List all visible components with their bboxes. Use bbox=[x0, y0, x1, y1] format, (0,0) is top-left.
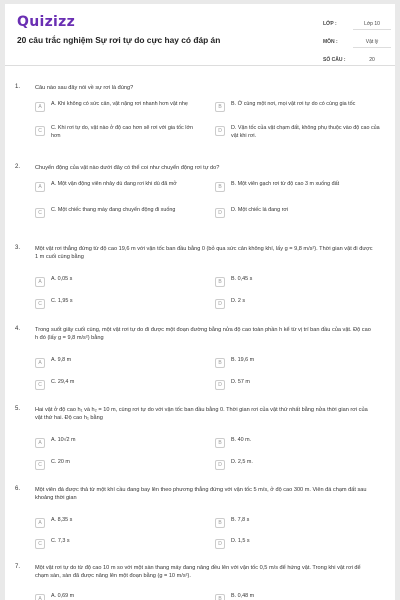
option-letter: D bbox=[215, 380, 225, 390]
option-d[interactable] bbox=[215, 125, 381, 147]
option-text: D. 2 s bbox=[231, 298, 246, 304]
worksheet-meta bbox=[323, 15, 391, 69]
option-letter: D bbox=[215, 299, 225, 309]
option-text: A. Một vận động viên nhảy dù đang rơi khi dù đã mở bbox=[51, 181, 177, 187]
option-text: C. Một chiếc thang máy đang chuyển động đi xuống bbox=[51, 207, 176, 213]
option-letter: C bbox=[35, 126, 45, 136]
option-letter: B bbox=[215, 594, 225, 600]
meta-label-count: SỐ CÂU : bbox=[323, 57, 346, 63]
option-text: D. 2,5 m. bbox=[231, 459, 253, 465]
worksheet-header bbox=[5, 4, 395, 66]
option-letter: B bbox=[215, 358, 225, 368]
option-letter: A bbox=[35, 438, 45, 448]
option-text: C. Khi rơi tự do, vật nào ở độ cao hơn sẽ rơi với gia tốc lớn hơn bbox=[51, 125, 193, 139]
option-text: A. 0,69 m bbox=[51, 593, 75, 599]
option-b[interactable] bbox=[215, 517, 381, 539]
option-d[interactable] bbox=[215, 298, 381, 320]
option-letter: C bbox=[35, 208, 45, 218]
meta-value-count: 20 bbox=[353, 54, 391, 66]
question-number: 6. bbox=[15, 486, 21, 492]
option-c[interactable] bbox=[35, 459, 201, 481]
option-letter: C bbox=[35, 460, 45, 470]
question-text: Trong suốt giây cuối cùng, một vật rơi tự do đi được một đoạn đường bằng nửa độ cao toàn phần h kể từ vị trí ban đầu của vật. Độ cao h đó (lấy g = 9,8 m/s²) bằng bbox=[35, 327, 371, 342]
option-letter: B bbox=[215, 277, 225, 287]
option-text: C. 20 m bbox=[51, 459, 70, 465]
option-letter: D bbox=[215, 539, 225, 549]
option-text: D. 57 m bbox=[231, 379, 250, 385]
option-c[interactable] bbox=[35, 207, 201, 229]
option-letter: A bbox=[35, 358, 45, 368]
option-text: B. 7,8 s bbox=[231, 517, 250, 523]
option-b[interactable] bbox=[215, 101, 381, 123]
meta-row-subject bbox=[323, 33, 391, 51]
option-text: B. 19,6 m bbox=[231, 357, 255, 363]
option-text: C. 29,4 m bbox=[51, 379, 75, 385]
option-d[interactable] bbox=[215, 207, 381, 229]
option-text: D. Vận tốc của vật chạm đất, không phụ thuộc vào độ cao của vật khi rơi. bbox=[231, 125, 380, 139]
option-b[interactable] bbox=[215, 357, 381, 379]
option-d[interactable] bbox=[215, 379, 381, 401]
question-number: 3. bbox=[15, 245, 21, 251]
option-b[interactable] bbox=[215, 593, 381, 600]
option-text: B. 0,48 m bbox=[231, 593, 255, 599]
question-text: Hai vật ở độ cao h₁ và h₂ = 10 m, cùng rơi tự do với vận tốc ban đầu bằng 0. Thời gian rơi của vật thứ nhất bằng nửa thời gian rơi của vật thứ hai. Độ cao h₁ bằng bbox=[35, 407, 368, 422]
meta-row-count bbox=[323, 51, 391, 69]
option-a[interactable] bbox=[35, 357, 201, 379]
option-letter: B bbox=[215, 102, 225, 112]
quizizz-logo: Quizizz bbox=[17, 14, 76, 30]
option-text: A. 0,05 s bbox=[51, 276, 73, 282]
option-a[interactable] bbox=[35, 593, 201, 600]
option-a[interactable] bbox=[35, 181, 201, 203]
option-letter: B bbox=[215, 518, 225, 528]
option-letter: A bbox=[35, 518, 45, 528]
meta-label-class: LỚP : bbox=[323, 21, 337, 27]
option-letter: C bbox=[35, 380, 45, 390]
option-c[interactable] bbox=[35, 125, 201, 147]
option-c[interactable] bbox=[35, 298, 201, 320]
option-a[interactable] bbox=[35, 276, 201, 298]
option-letter: B bbox=[215, 182, 225, 192]
meta-row-class bbox=[323, 15, 391, 33]
option-a[interactable] bbox=[35, 101, 201, 123]
option-text: B. 0,45 s bbox=[231, 276, 253, 282]
question-number: 1. bbox=[15, 84, 21, 90]
option-letter: C bbox=[35, 299, 45, 309]
option-text: B. Ở cùng một nơi, mọi vật rơi tự do có cùng gia tốc bbox=[231, 101, 356, 107]
option-d[interactable] bbox=[215, 459, 381, 481]
option-letter: A bbox=[35, 182, 45, 192]
option-text: B. 40 m. bbox=[231, 437, 252, 443]
question-text: Một vật rơi thẳng đứng từ độ cao 19,6 m với vận tốc ban đầu bằng 0 (bỏ qua sức cản không khí, lấy g = 9,8 m/s²). Thời gian vật đi được 1 m cuối cùng bằng bbox=[35, 246, 373, 261]
option-text: B. Một viên gạch rơi từ độ cao 3 m xuống đất bbox=[231, 181, 340, 187]
option-letter: C bbox=[35, 539, 45, 549]
option-letter: A bbox=[35, 277, 45, 287]
page-title: 20 câu trắc nghiệm Sự rơi tự do cực hay có đáp án bbox=[17, 35, 221, 45]
option-text: A. 9,8 m bbox=[51, 357, 72, 363]
option-b[interactable] bbox=[215, 276, 381, 298]
meta-label-subject: MÔN : bbox=[323, 39, 338, 45]
option-text: D. 1,5 s bbox=[231, 538, 250, 544]
option-c[interactable] bbox=[35, 379, 201, 401]
option-letter: D bbox=[215, 208, 225, 218]
question-text: Một vật rơi tự do từ độ cao 10 m so với một sàn thang máy đang nâng đều lên với vận tốc 0,5 m/s để hứng vật. Trong khi vật rơi để chạm sàn, sàn đã được nâng lên một đoạn bằng (g = 10 m/s²). bbox=[35, 565, 361, 580]
question-number: 5. bbox=[15, 406, 21, 412]
option-b[interactable] bbox=[215, 437, 381, 459]
option-text: D. Một chiếc lá đang rơi bbox=[231, 207, 289, 213]
option-a[interactable] bbox=[35, 517, 201, 539]
option-letter: D bbox=[215, 126, 225, 136]
option-c[interactable] bbox=[35, 538, 201, 560]
option-text: A. Khi không có sức cản, vật nặng rơi nhanh hơn vật nhẹ bbox=[51, 101, 188, 107]
option-d[interactable] bbox=[215, 538, 381, 560]
worksheet-page bbox=[5, 4, 395, 600]
question-number: 4. bbox=[15, 326, 21, 332]
question-text: Câu nào sau đây nói về sự rơi là đúng? bbox=[35, 85, 134, 91]
option-a[interactable] bbox=[35, 437, 201, 459]
question-number: 2. bbox=[15, 164, 21, 170]
option-b[interactable] bbox=[215, 181, 381, 203]
option-text: C. 1,95 s bbox=[51, 298, 73, 304]
option-text: C. 7,3 s bbox=[51, 538, 70, 544]
question-text: Chuyển động của vật nào dưới đây có thể coi như chuyển động rơi tự do? bbox=[35, 165, 220, 171]
option-text: A. 10√2 m bbox=[51, 437, 76, 443]
meta-value-subject: Vật lý bbox=[353, 36, 391, 48]
option-letter: B bbox=[215, 438, 225, 448]
question-text: Một viên đá được thả từ một khí cầu đang bay lên theo phương thẳng đứng với vận tốc 5 m/s, ở độ cao 300 m. Viên đá chạm đất sau khoảng thời gian bbox=[35, 487, 367, 502]
option-letter: A bbox=[35, 594, 45, 600]
question-number: 7. bbox=[15, 564, 21, 570]
meta-value-class: Lớp 10 bbox=[353, 18, 391, 30]
option-letter: D bbox=[215, 460, 225, 470]
option-letter: A bbox=[35, 102, 45, 112]
option-text: A. 8,35 s bbox=[51, 517, 73, 523]
